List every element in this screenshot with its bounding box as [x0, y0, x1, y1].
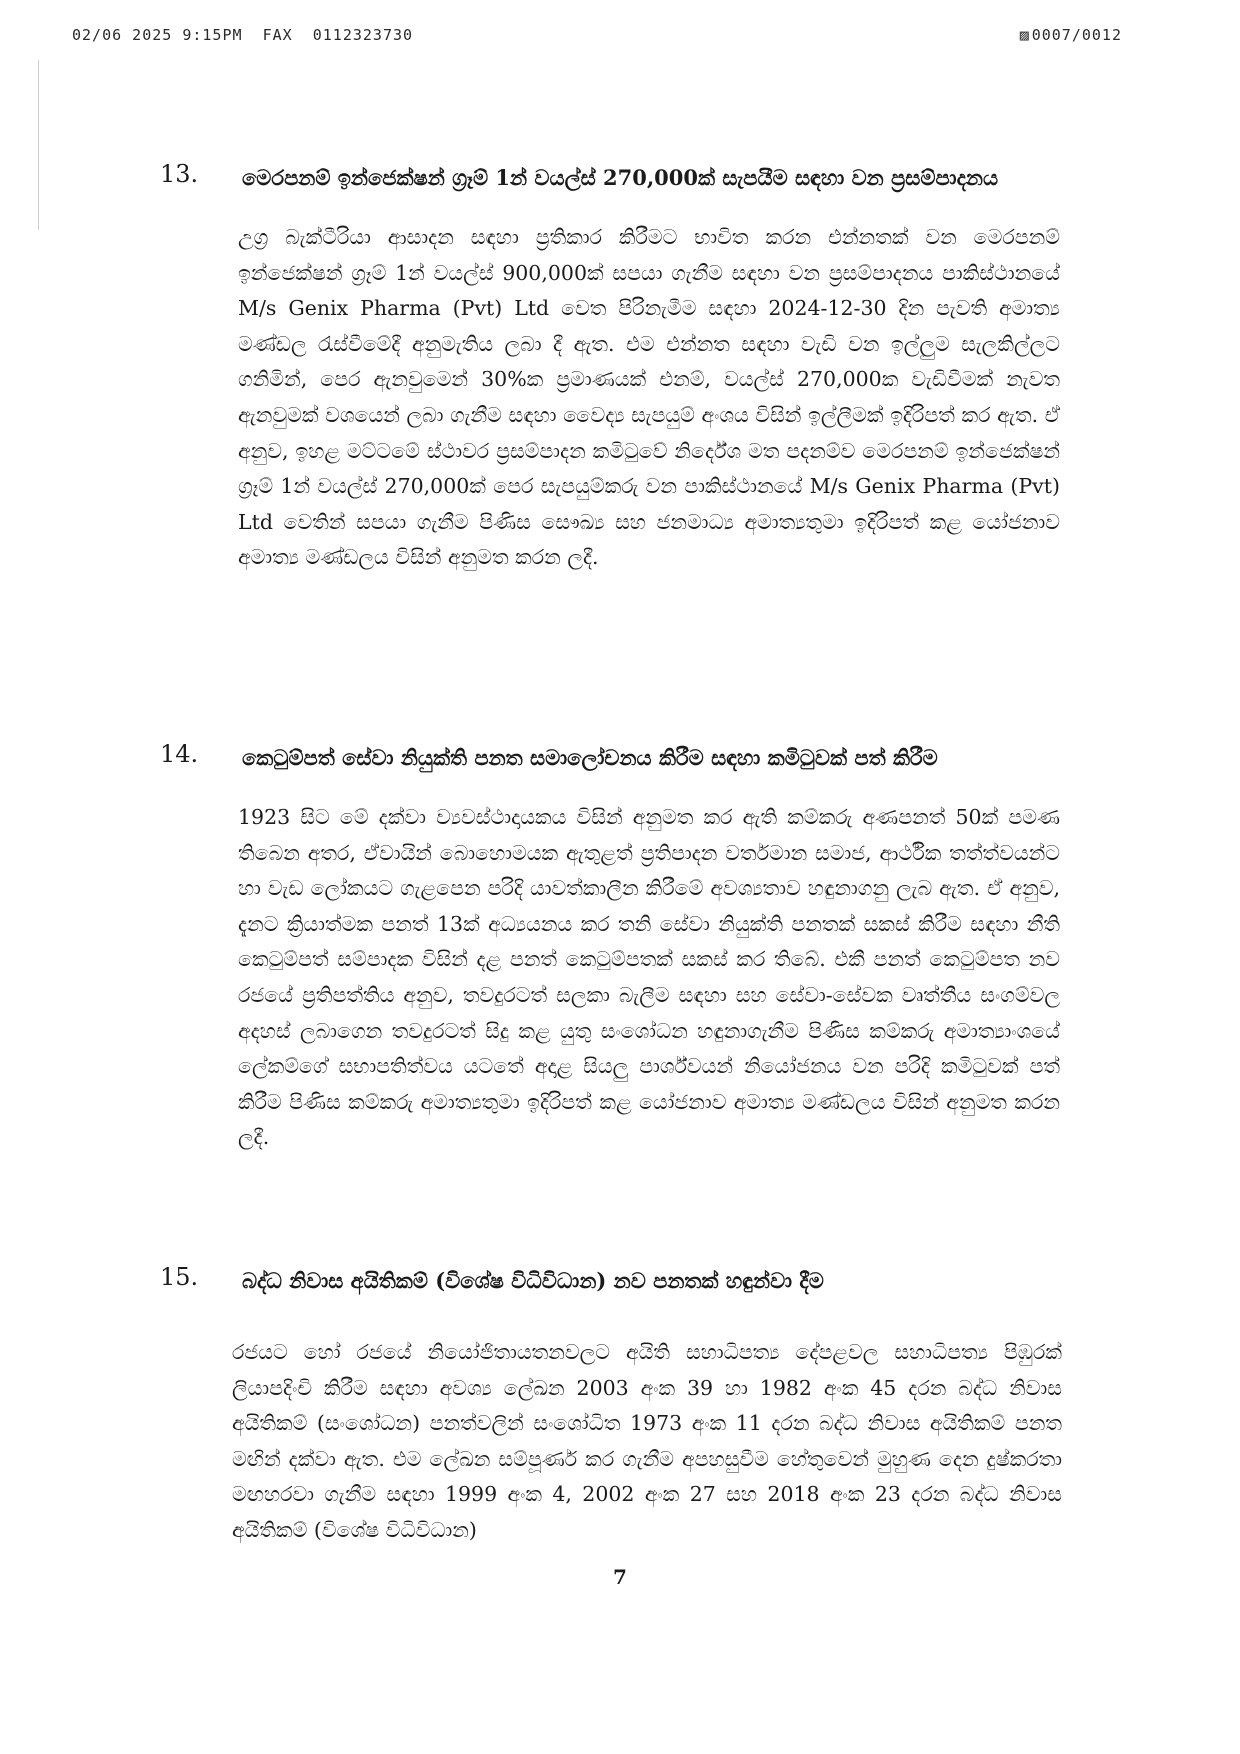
item-heading: [160, 1263, 1060, 1303]
margin-line: [38, 60, 39, 230]
fax-timestamp-line: 02/06 2025 9:15PM FAX 0112323730: [72, 26, 414, 44]
item-number: 13.: [160, 160, 199, 188]
fax-page-count: [1020, 26, 1122, 44]
item-body: [238, 800, 1060, 1156]
item-paragraph: උග්‍ර බැක්ටීරියා ආසාදන සඳහා ප්‍රතිකාර කිරීමට භාවිත කරන එන්නතක් වන මෙරපනම් ඉන්ජෙක්ෂන් ග්‍රෑම් 1න් වයල්ස් 900,000ක් සපයා ගැනීම සඳහා වන ප්‍රසම්පාදනය පාකිස්ථානයේ M/s Genix Pharma (Pvt) Ltd වෙත පිරිනැමීම සඳහා 2024-12-30 දින පැවති අමාත්‍ය මණ්ඩල රැස්වීමේදී අනුමැතිය ලබා දී ඇත. එම එන්නත සඳහා වැඩි වන ඉල්ලුම සැලකිල්ලට ගනිමින්, පෙර ඇනවුමෙන් 30%ක ප්‍රමාණයක් එනම්, වයල්ස් 270,000ක වැඩිවීමක් නැවත ඇනවුමක් වශයෙන් ලබා ගැනීම සඳහා වෛද්‍ය සැපයුම් අංශය විසින් ඉල්ලීමක් ඉදිරිපත් කර ඇත. ඒ අනුව, ඉහළ මට්ටමේ ස්ථාවර ප්‍රසම්පාදන කමිටුවේ නිර්දේශ මත පදනම්ව මෙරපනම් ඉන්ජෙක්ෂන් ග්‍රෑම් 1න් වයල්ස් 270,000ක් පෙර සැපයුම්කරු වන පාකිස්ථානයේ M/s Genix Pharma (Pvt) Ltd වෙතින් සපයා ගැනීම පිණිස සෞඛ්‍ය සහ ජනමාධ්‍ය අමාත්‍යතුමා ඉදිරිපත් කළ යෝජනාව අමාත්‍ය මණ්ඩලය විසින් අනුමත කරන ලදී.: [238, 225, 1060, 570]
item-number: 14.: [160, 740, 199, 768]
decision-item-13: [160, 160, 1060, 576]
item-paragraph: රජයට හෝ රජයේ නියෝජිතායතනවලට අයිති සහාධිපත්‍ය දේපළවල සහාධිපත්‍ය පිඹුරක් ලියාපදිංචි කිරීම සඳහා අවශ්‍ය ලේඛන 2003 අංක 39 හා 1982 අංක 45 දරන බද්ධ නිවාස අයිතිකම් (සංශෝධන) පනත්වලින් සංශෝධිත 1973 අංක 11 දරන බද්ධ නිවාස අයිතිකම් පනත මඟින් දක්වා ඇත. එම ලේඛන සම්පූර්ණ කර ගැනීම අපහසුවීම හේතුවෙන් මුහුණ දෙන දුෂ්කරතා මඟහරවා ගැනීම සඳහා 1999 අංක 4, 2002 අංක 27 සහ 2018 අංක 23 දරන බද්ධ නිවාස අයිතිකම් (විශේෂ විධිවිධාන): [232, 1340, 1062, 1542]
decision-item-15: [160, 1263, 1060, 1549]
item-title: මෙරපනම් ඉන්ජෙක්ෂන් ග්‍රෑම් 1න් වයල්ස් 270,000ක් සැපයීම සඳහා වන ප්‍රසම්පාදනය: [242, 165, 999, 190]
page-number: 7: [613, 1565, 627, 1589]
item-title: බද්ධ නිවාස අයිතිකම් (විශේෂ විධිවිධාන) නව පනතක් හඳුන්වා දීම: [242, 1268, 824, 1293]
item-heading: [160, 160, 1060, 200]
fax-page-icon: ▨: [1019, 26, 1030, 44]
decision-item-14: [160, 740, 1060, 1156]
item-body: [238, 220, 1060, 576]
fax-page-count-text: 0007/0012: [1031, 26, 1122, 44]
item-paragraph: 1923 සිට මේ දක්වා ව්‍යවස්ථාදායකය විසින් අනුමත කර ඇති කම්කරු අණපනත් 50ක් පමණ තිබෙන අතර, ඒවායින් බොහොමයක ඇතුළත් ප්‍රතිපාදන වර්තමාන සමාජ, ආර්ථික තත්ත්වයන්ට හා වැඩ ලෝකයට ගැළපෙන පරිදි යාවත්කාලීන කිරීමේ අවශ්‍යතාව හඳුනාගනු ලැබ ඇත. ඒ අනුව, දැනට ක්‍රියාත්මක පනත් 13ක් අධ්‍යයනය කර තනි සේවා නියුක්ති පනතක් සකස් කිරීම සඳහා නීති කෙටුම්පත් සම්පාදක විසින් දළ පනත් කෙටුම්පතක් සකස් කර තිබේ. එකී පනත් කෙටුම්පත නව රජයේ ප්‍රතිපත්තිය අනුව, තවදුරටත් සලකා බැලීම සඳහා සහ සේවා-සේවක වෘත්තීය සංගම්වල අදහස් ලබාගෙන තවදුරටත් සිදු කළ යුතු සංශෝධන හඳුනාගැනීම පිණිස කම්කරු අමාත්‍යාංශයේ ලේකම්ගේ සභාපතිත්වය යටතේ අදාළ සියලු පාර්ශ්වයන් නියෝජනය වන පරිදි කමිටුවක් පත් කිරීම පිණිස කම්කරු අමාත්‍යතුමා ඉදිරිපත් කළ යෝජනාව අමාත්‍ය මණ්ඩලය විසින් අනුමත කරන ලදී.: [238, 805, 1060, 1150]
item-heading: [160, 740, 1060, 780]
item-number: 15.: [160, 1263, 199, 1291]
item-title: කෙටුම්පත් සේවා නියුක්ති පනත සමාලෝචනය කිරීම සඳහා කමිටුවක් පත් කිරීම: [242, 745, 938, 770]
item-body: [232, 1335, 1062, 1549]
